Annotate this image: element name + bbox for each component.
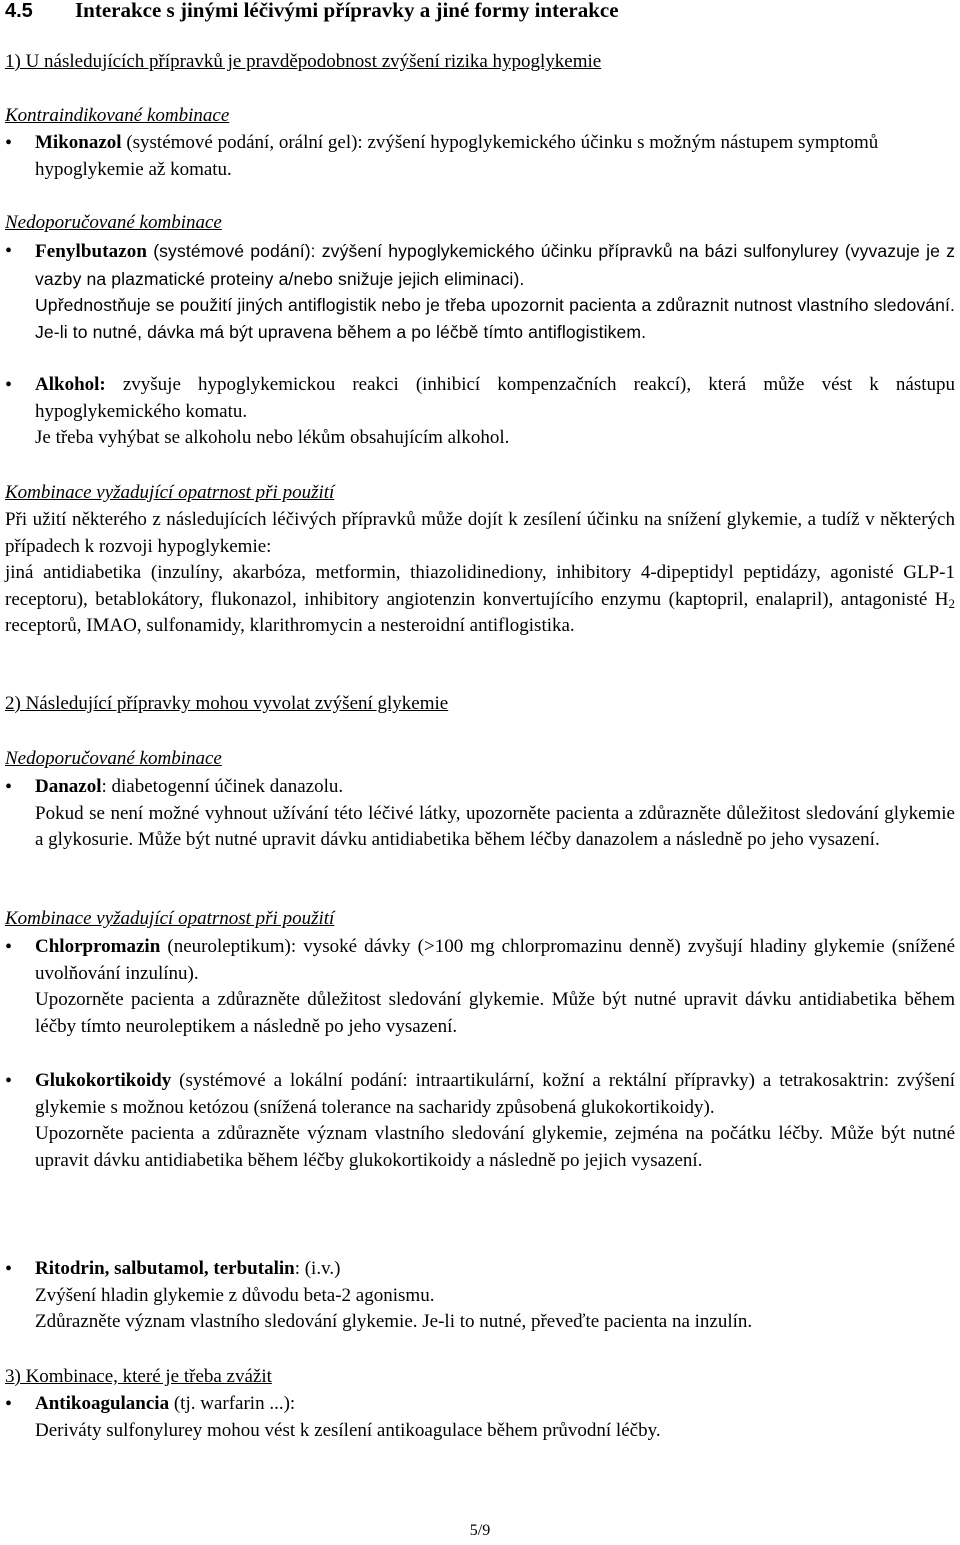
- drug-name: Mikonazol: [35, 132, 122, 153]
- bullet-icon: •: [5, 776, 13, 798]
- list-text-a: jiná antidiabetika (inzulíny, akarbóza, metformin, thiazolidinediony, inhibitory 4-dipeptidyl peptidázy, agonisté GLP-1 receptoru), betablokátory, flukonazol, inhibitory angiotenzin konvertujícího enzymu (kaptopril, enalapril), antagonisté H: [5, 562, 955, 610]
- bullet-icon: •: [5, 240, 13, 262]
- item-text-2: Pokud se není možné vyhnout užívání této léčivé látky, upozorněte pacienta a zdůrazněte důležitost sledování glykemie a glykosurie. Může být nutné upravit dávku antidiabetika během léčby danazolem a následně po jeho vysazení.: [35, 802, 955, 850]
- list-item: [5, 1068, 955, 1174]
- drug-name: Alkohol:: [35, 374, 106, 395]
- page-number: 5/9: [469, 1522, 491, 1539]
- list-item: [5, 238, 955, 345]
- item-text-2: Upozorněte pacienta a zdůrazněte význam vlastního sledování glykemie, zejména na počátku léčby. Může být nutné upravit dávku antidiabetika během léčby glukokortikoidy a následně po jejich vysazení.: [35, 1123, 955, 1171]
- bullet-icon: •: [5, 1393, 13, 1415]
- item-text-2: Upřednostňuje se použití jiných antiflogistik nebo je třeba upozornit pacienta a zdůraznit nutnost vlastního sledování. Je-li to nutné, dávka má být upravena během a po léčbě tímto antiflogistikem.: [35, 295, 955, 342]
- part1-caution-label: Kombinace vyžadující opatrnost při použití: [5, 482, 335, 503]
- bullet-icon: •: [5, 374, 13, 396]
- list-item: [5, 1391, 955, 1444]
- drug-name: Antikoagulancia: [35, 1393, 170, 1414]
- bullet-icon: •: [5, 1258, 13, 1280]
- item-text-2: Upozorněte pacienta a zdůrazněte důležitost sledování glykemie. Může být nutné upravit dávku antidiabetika během léčby tímto neuroleptikem a následně po jeho vysazení.: [35, 989, 955, 1037]
- drug-name: Danazol: [35, 776, 102, 797]
- drug-name: Fenylbutazon: [35, 241, 148, 262]
- section-title: Interakce s jinými léčivými přípravky a jiné formy interakce: [75, 0, 619, 22]
- list-item: [5, 372, 955, 452]
- part2-notrec-label: Nedoporučované kombinace: [5, 748, 222, 769]
- part1-notrec-label: Nedoporučované kombinace: [5, 212, 222, 233]
- section-number: 4.5: [5, 0, 33, 22]
- subscript: 2: [948, 595, 955, 611]
- part2-caution-label: Kombinace vyžadující opatrnost při použití: [5, 908, 335, 929]
- drug-name: Ritodrin, salbutamol, terbutalin: [35, 1258, 295, 1279]
- drug-name: Glukokortikoidy: [35, 1070, 172, 1091]
- drug-name: Chlorpromazin: [35, 936, 161, 957]
- item-text-3: Zdůrazněte význam vlastního sledování glykemie. Je-li to nutné, převeďte pacienta na inzulín.: [35, 1311, 753, 1332]
- list-item: [5, 130, 955, 183]
- list-item: [5, 1256, 955, 1336]
- part2-heading: 2) Následující přípravky mohou vyvolat zvýšení glykemie: [5, 693, 449, 714]
- item-text: : diabetogenní účinek danazolu.: [101, 776, 344, 797]
- list-text-b: receptorů, IMAO, sulfonamidy, klarithromycin a nesteroidní antiflogistika.: [5, 615, 575, 636]
- part1-caution-list: [5, 560, 955, 640]
- bullet-icon: •: [5, 936, 13, 958]
- item-text-2: Zvýšení hladin glykemie z důvodu beta-2 agonismu.: [35, 1284, 435, 1306]
- item-text-2: Je třeba vyhýbat se alkoholu nebo lékům obsahujícím alkohol.: [35, 427, 510, 448]
- item-text: (tj. warfarin ...):: [169, 1393, 296, 1414]
- item-text: zvyšuje hypoglykemickou reakci (inhibicí kompenzačních reakcí), která může vést k nástupu hypoglykemického komatu.: [35, 374, 955, 422]
- list-item: [5, 774, 955, 854]
- bullet-icon: •: [5, 132, 13, 154]
- list-item: [5, 934, 955, 1040]
- part1-caution-intro: Při užití některého z následujících léčivých přípravků může dojít k zesílení účinku na snížení glykemie, a tudíž v některých případech k rozvoji hypoglykemie:: [5, 509, 955, 557]
- part1-contra-label: Kontraindikované kombinace: [5, 105, 230, 126]
- bullet-icon: •: [5, 1070, 13, 1092]
- item-text: (systémové podání): zvýšení hypoglykemického účinku přípravků na bázi sulfonylurey (vyvazuje je z vazby na plazmatické proteiny a/nebo snižuje jejich eliminaci).: [35, 241, 955, 289]
- part1-heading: 1) U následujících přípravků je pravděpodobnost zvýšení rizika hypoglykemie: [5, 51, 602, 72]
- item-text: (systémové podání, orální gel): zvýšení hypoglykemického účinku s možným nástupem symptomů hypoglykemie až komatu.: [35, 132, 879, 180]
- item-text: : (i.v.): [294, 1258, 341, 1279]
- item-text-2: Deriváty sulfonylurey mohou vést k zesílení antikoagulace během průvodní léčby.: [35, 1419, 661, 1441]
- part3-heading: 3) Kombinace, které je třeba zvážit: [5, 1366, 272, 1387]
- item-text: (neuroleptikum): vysoké dávky (>100 mg chlorpromazinu denně) zvyšují hladiny glykemie (snížené uvolňování inzulínu).: [35, 936, 955, 984]
- item-text: (systémové a lokální podání: intraartikulární, kožní a rektální přípravky) a tetrakosaktrin: zvýšení glykemie s možnou ketózou (snížená tolerance na sacharidy způsobená glukokortikoidy).: [35, 1070, 955, 1118]
- section-heading: [5, 0, 619, 25]
